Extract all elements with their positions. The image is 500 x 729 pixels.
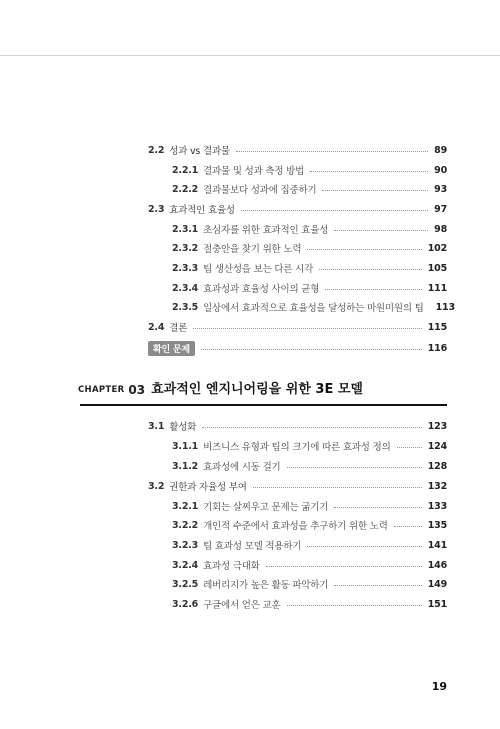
toc-number: 2.3.1 [172, 223, 199, 235]
dot-leader [334, 584, 422, 586]
dot-leader [394, 525, 422, 527]
toc-entry[interactable] [172, 459, 447, 473]
toc-page: 105 [427, 262, 447, 274]
toc-number: 3.1.1 [172, 440, 199, 452]
toc-page: 97 [434, 203, 447, 215]
toc-number: 2.2.2 [172, 183, 199, 195]
toc-title: 팀 생산성을 보는 다른 시각 [203, 264, 314, 275]
toc-entry[interactable] [172, 300, 455, 314]
toc-page: 116 [427, 342, 447, 354]
toc-page: 141 [427, 539, 447, 551]
toc-page: 93 [434, 183, 447, 195]
toc-title: 기회는 살찌우고 문제는 굶기기 [203, 502, 329, 513]
toc-entry[interactable] [148, 419, 447, 433]
toc-entry[interactable] [172, 577, 447, 591]
toc-entry[interactable] [172, 241, 447, 255]
toc-title: 초심자를 위한 효과적인 효율성 [203, 225, 329, 236]
toc-number: 2.2.1 [172, 164, 199, 176]
toc-entry[interactable] [148, 143, 447, 157]
toc-number: 3.1.2 [172, 460, 199, 472]
toc-title: 레버리지가 높은 활동 파악하기 [203, 580, 329, 591]
dot-leader [397, 446, 422, 448]
toc-entry[interactable] [172, 538, 447, 552]
toc-number: 3.2.2 [172, 519, 199, 531]
toc-title: 성과 vs 결과물 [169, 146, 230, 157]
toc-title: 일상에서 효과적으로 효율성을 달성하는 마원미원의 팁 [203, 303, 424, 314]
dot-leader [322, 189, 428, 191]
toc-entry[interactable] [172, 499, 447, 513]
toc-entry[interactable] [172, 261, 447, 275]
toc-title: 효과성에 시동 걸기 [203, 462, 281, 473]
toc-page: 132 [427, 480, 447, 492]
dot-leader [307, 248, 421, 250]
dot-leader [266, 565, 422, 567]
toc-entry[interactable] [148, 202, 447, 216]
toc-page: 111 [427, 282, 447, 294]
dot-leader [334, 506, 422, 508]
toc-title: 권한과 자율성 부여 [169, 482, 247, 493]
chapter-title: 효과적인 엔지니어링을 위한 3E 모델 [151, 382, 363, 397]
toc-title: 결과물 및 성과 측정 방법 [203, 166, 305, 177]
dot-leader [325, 288, 422, 290]
toc-number: 3.2.5 [172, 578, 199, 590]
chapter-rule [80, 404, 447, 406]
toc-entry[interactable] [172, 558, 447, 572]
toc-entry[interactable] [172, 182, 447, 196]
toc-page: 89 [434, 144, 447, 156]
toc-title: 결과물보다 성과에 집중하기 [203, 185, 317, 196]
toc-title: 효과적인 효율성 [169, 205, 235, 216]
dot-leader [334, 229, 428, 231]
toc-page: 102 [427, 242, 447, 254]
toc-title: 팀 효과성 모델 적용하기 [203, 541, 302, 552]
toc-number: 2.3.4 [172, 282, 199, 294]
toc-entry[interactable] [172, 222, 447, 236]
dot-leader [201, 348, 422, 350]
toc-page: 115 [427, 321, 447, 333]
page-number: 19 [431, 680, 447, 693]
toc-number: 3.2 [148, 480, 165, 492]
header-rule [0, 55, 500, 56]
toc-entry[interactable] [172, 439, 447, 453]
toc-entry[interactable] [172, 597, 447, 611]
toc-number: 3.2.4 [172, 559, 199, 571]
toc-title: 개인적 수준에서 효과성을 추구하기 위한 노력 [203, 521, 388, 532]
toc-page: 90 [434, 164, 447, 176]
dot-leader [307, 545, 421, 547]
toc-title: 결론 [169, 323, 188, 334]
toc-title: 효과성과 효율성 사이의 균형 [203, 284, 320, 295]
toc-entry[interactable] [172, 281, 447, 295]
toc-entry[interactable] [148, 479, 447, 493]
chapter-label: CHAPTER [78, 385, 125, 395]
toc-title: 비즈니스 유형과 팀의 크기에 따른 효과성 정의 [203, 442, 391, 453]
toc-page: 133 [427, 500, 447, 512]
dot-leader [253, 486, 422, 488]
toc-title: 구글에서 얻은 교훈 [203, 600, 281, 611]
toc-number: 3.2.6 [172, 598, 199, 610]
dot-leader [236, 150, 428, 152]
toc-number: 3.2.1 [172, 500, 199, 512]
dot-leader [241, 209, 428, 211]
toc-number: 2.3 [148, 203, 165, 215]
toc-number: 2.4 [148, 321, 165, 333]
toc-page: 124 [427, 440, 447, 452]
toc-page: 123 [427, 420, 447, 432]
toc-page: 149 [427, 578, 447, 590]
toc-entry[interactable] [172, 518, 447, 532]
review-badge: 확인 문제 [148, 341, 195, 356]
toc-number: 2.3.2 [172, 242, 199, 254]
toc-entry-review[interactable] [148, 341, 447, 355]
dot-leader [193, 327, 422, 329]
toc-number: 3.2.3 [172, 539, 199, 551]
toc-page: 146 [427, 559, 447, 571]
toc-entry[interactable] [172, 163, 447, 177]
toc-number: 2.3.3 [172, 262, 199, 274]
toc-number: 3.1 [148, 420, 165, 432]
toc-number: 2.3.5 [172, 301, 199, 313]
dot-leader [287, 466, 422, 468]
toc-page: 98 [434, 223, 447, 235]
toc-page: 113 [435, 301, 455, 313]
dot-leader [202, 426, 422, 428]
dot-leader [287, 604, 422, 606]
dot-leader [310, 170, 428, 172]
toc-page: 128 [427, 460, 447, 472]
chapter-heading[interactable] [78, 374, 447, 398]
toc-number: 2.2 [148, 144, 165, 156]
toc-title: 효과성 극대화 [203, 561, 260, 572]
chapter-number: 03 [128, 383, 146, 397]
dot-leader [319, 268, 422, 270]
toc-page: 135 [427, 519, 447, 531]
toc-title: 활성화 [169, 422, 197, 433]
toc-title: 절충안을 찾기 위한 노력 [203, 244, 302, 255]
toc-entry[interactable] [148, 320, 447, 334]
toc-page: 151 [427, 598, 447, 610]
